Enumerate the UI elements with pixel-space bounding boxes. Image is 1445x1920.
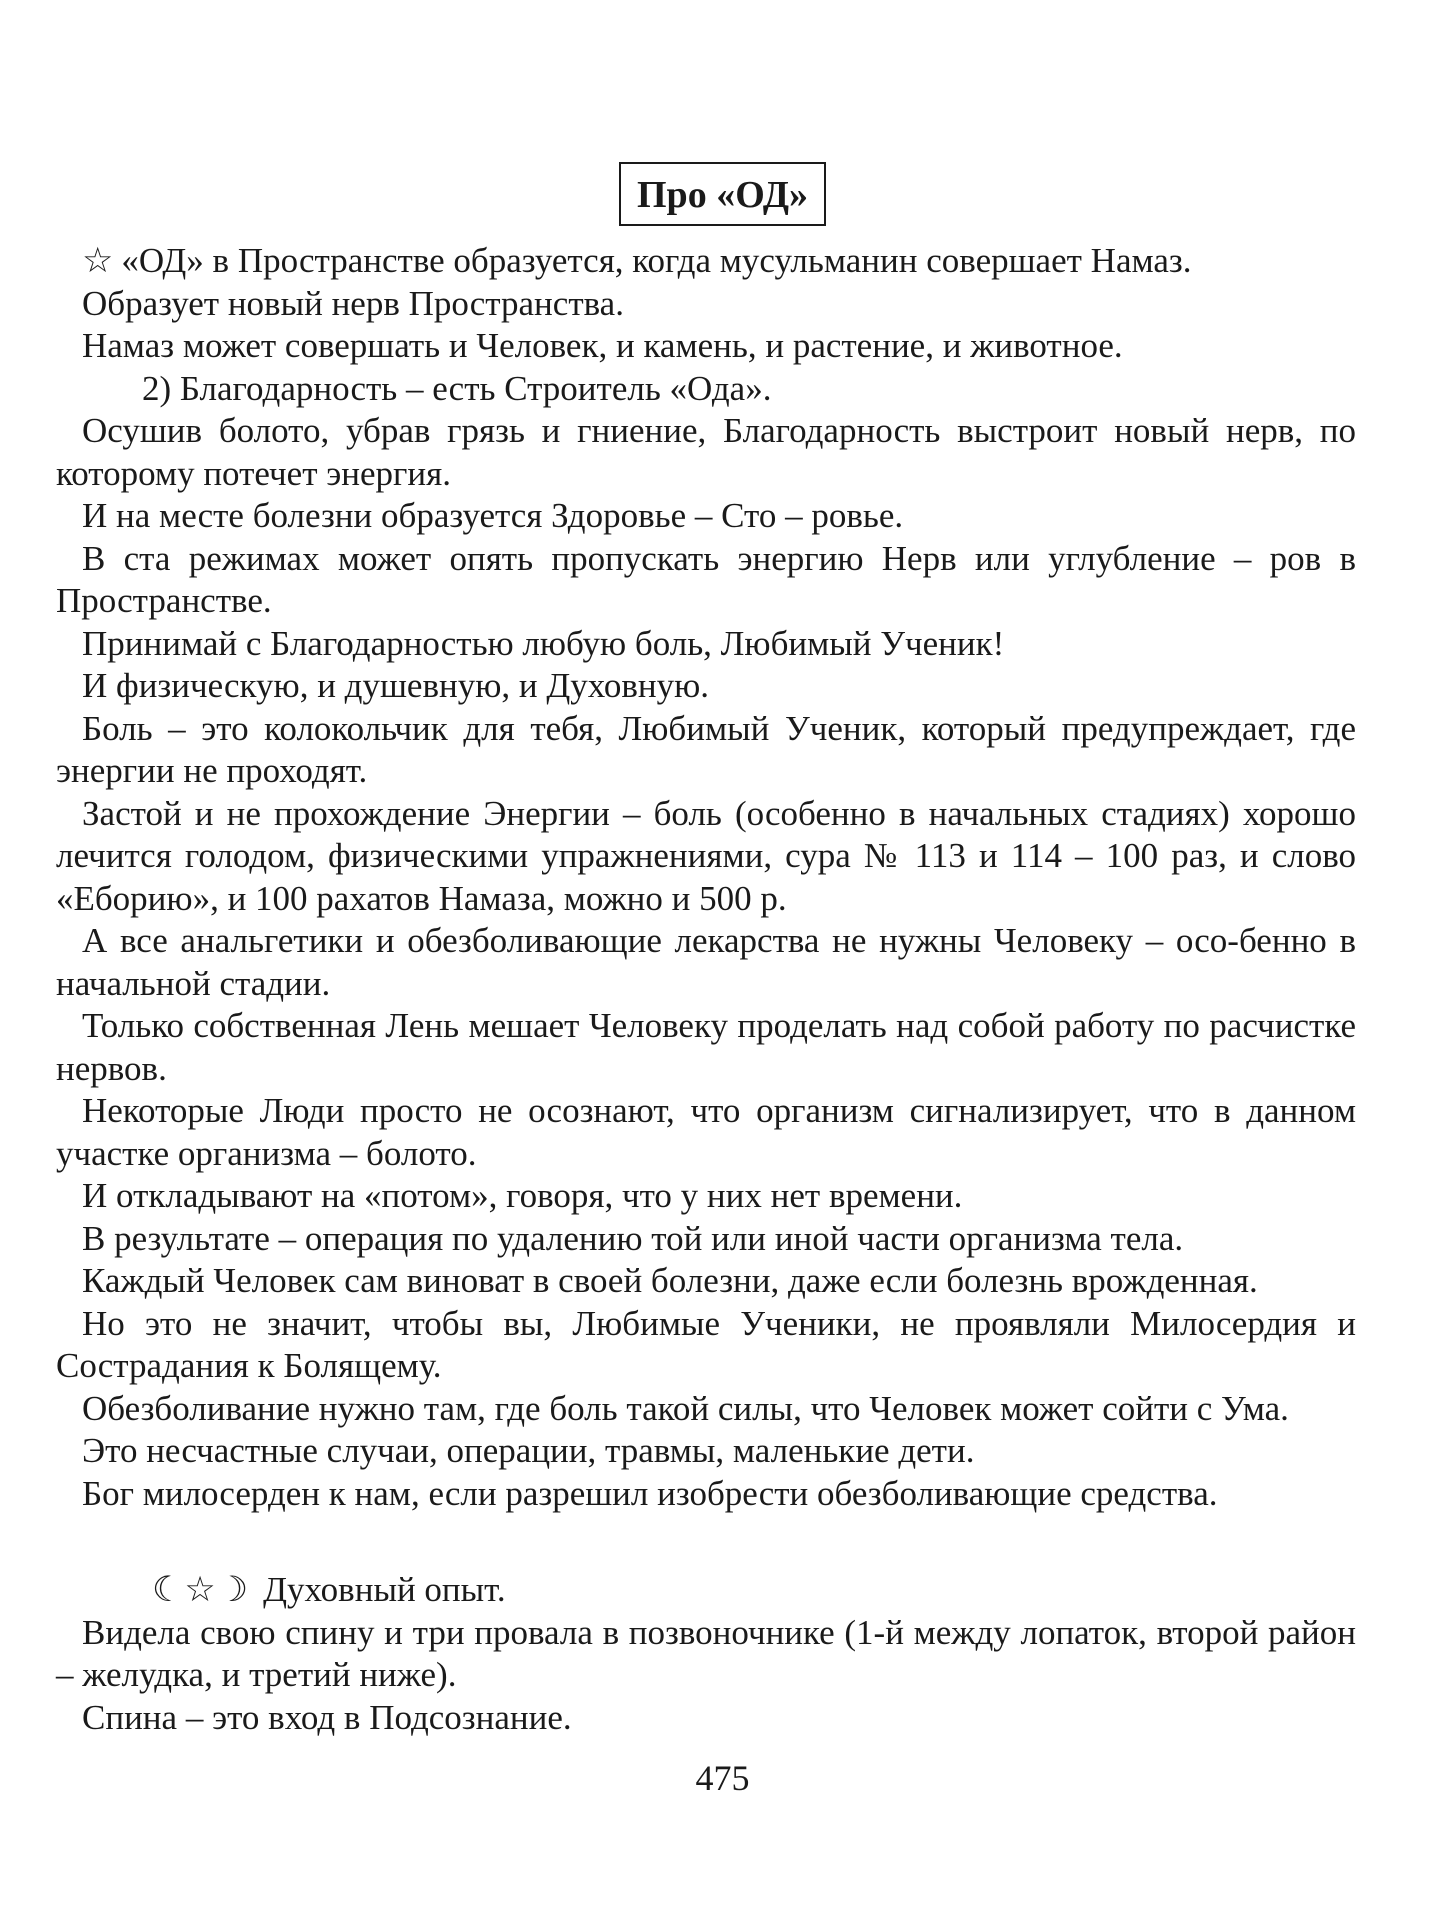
numbered-paragraph: 2) Благодарность – есть Строитель «Ода». [142, 368, 772, 408]
paragraph: Застой и не прохождение Энергии – боль (особенно в начальных стадиях) хорошо лечится голодом, физическими упражнениями, сура № 113 и 114 – 100 раз, и слово «Еборию», и 100 рахатов Намаза, можно и 500 р. [56, 793, 1356, 918]
paragraph: Принимай с Благодарностью любую боль, Любимый Ученик! [82, 623, 1005, 663]
experience-paragraph: Спина – это вход в Подсознание. [82, 1697, 572, 1737]
paragraph: Боль – это колокольчик для тебя, Любимый Ученик, который предупреждает, где энергии не проходят. [56, 708, 1356, 790]
paragraph: В результате – операция по удалению той или иной части организма тела. [82, 1218, 1184, 1258]
experience-heading [56, 1569, 1356, 1612]
paragraph: В ста режимах может опять пропускать энергию Нерв или углубление – ров в Пространстве. [56, 538, 1356, 620]
star-outline-icon: ☆ [82, 241, 114, 280]
body-text [56, 240, 1356, 1739]
paragraph: Только собственная Лень мешает Человеку проделать над собой работу по расчистке нервов. [56, 1006, 1356, 1088]
paragraph: Намаз может совершать и Человек, и камень, и растение, и животное. [82, 326, 1123, 365]
paragraph: И на месте болезни образуется Здоровье – Сто – ровье. [82, 496, 904, 535]
paragraph: Некоторые Люди просто не осознают, что организм сигнализирует, что в данном участке организма – болото. [56, 1091, 1356, 1173]
paragraph: И откладывают на «потом», говоря, что у них нет времени. [82, 1176, 963, 1215]
paragraph: Образует новый нерв Пространства. [82, 283, 624, 323]
paragraph: Это несчастные случаи, операции, травмы, маленькие дети. [82, 1431, 975, 1470]
paragraph: Обезболивание нужно там, где боль такой силы, что Человек может сойти с Ума. [82, 1388, 1289, 1428]
paragraph: Каждый Человек сам виноват в своей болезни, даже если болезнь врожденная. [82, 1261, 1258, 1300]
paragraph: Бог милосерден к нам, если разрешил изобрести обезболивающие средства. [82, 1473, 1218, 1513]
page-number: 475 [695, 1758, 750, 1798]
paragraph: И физическую, и душевную, и Духовную. [82, 666, 710, 705]
crescent-star-icon: ☾☆☽ [152, 1570, 250, 1609]
paragraph: Осушив болото, убрав грязь и гниение, Благодарность выстроит новый нерв, по которому потечет энергия. [56, 411, 1356, 493]
title-container [0, 162, 1445, 226]
section-gap [56, 1515, 1356, 1569]
paragraph-od-intro [56, 240, 1356, 283]
section-title: Про «ОД» [619, 162, 826, 226]
experience-paragraph: Видела свою спину и три провала в позвоночнике (1-й между лопаток, второй район – желудка, и третий ниже). [56, 1612, 1356, 1694]
experience-heading-text: Духовный опыт. [263, 1570, 506, 1609]
paragraph-text: «ОД» в Пространстве образуется, когда мусульманин совершает Намаз. [121, 241, 1192, 280]
paragraph: А все анальгетики и обезболивающие лекарства не нужны Человеку – осо-бенно в начальной стадии. [56, 921, 1356, 1003]
paragraph: Но это не значит, чтобы вы, Любимые Ученики, не проявляли Милосердия и Сострадания к Болящему. [56, 1303, 1356, 1385]
